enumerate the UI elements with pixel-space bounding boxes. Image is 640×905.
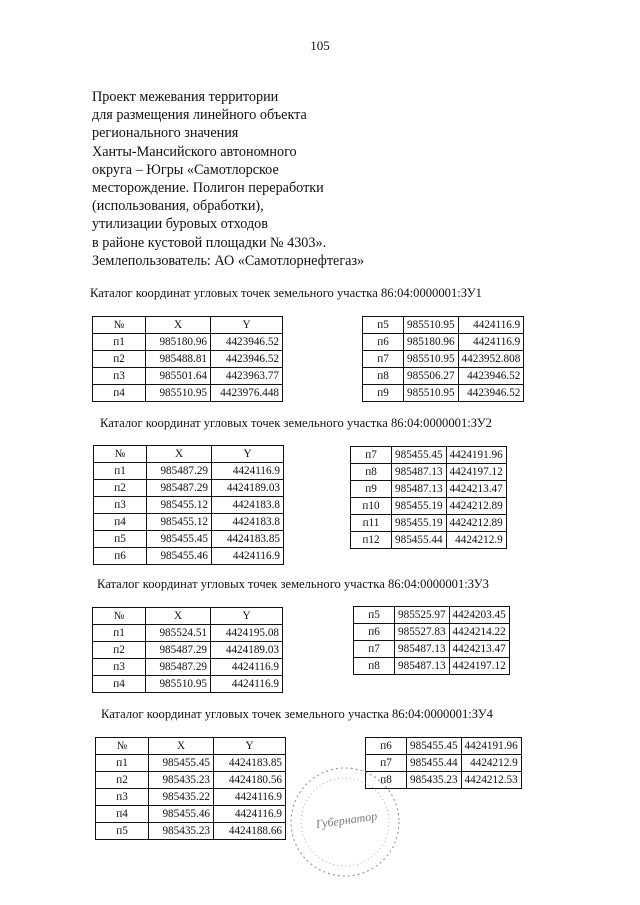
coords-table-zu4-left [95, 737, 286, 840]
y-coordinate: 4424212.89 [446, 498, 506, 515]
y-coordinate: 4424212.89 [446, 515, 506, 532]
y-coordinate: 4424191.96 [446, 447, 506, 464]
point-id: п4 [96, 806, 149, 823]
x-coordinate: 985487.29 [147, 480, 212, 497]
catalog-title-zu3: Каталог координат угловых точек земельного участка 86:04:0000001:ЗУ3 [97, 577, 489, 591]
x-coordinate: 985524.51 [146, 625, 211, 642]
table-row [363, 385, 524, 402]
table-row [354, 607, 510, 624]
x-coordinate: 985455.44 [407, 755, 462, 772]
x-coordinate: 985435.23 [149, 823, 214, 840]
header-line: утилизации буровых отходов [92, 216, 268, 233]
y-coordinate: 4424116.9 [458, 317, 524, 334]
x-coordinate: 985455.19 [392, 515, 447, 532]
point-id: п7 [351, 447, 392, 464]
point-id: п2 [94, 480, 147, 497]
table-row [363, 317, 524, 334]
point-id: п4 [93, 385, 146, 402]
point-id: п8 [363, 368, 404, 385]
point-id: п7 [366, 755, 407, 772]
point-id: п1 [96, 755, 149, 772]
y-coordinate: 4424203.45 [449, 607, 509, 624]
x-coordinate: 985435.23 [407, 772, 462, 789]
y-coordinate: 4424213.47 [449, 641, 509, 658]
table-row [351, 498, 507, 515]
coords-table-zu3-left [92, 607, 283, 693]
x-coordinate: 985527.83 [395, 624, 450, 641]
x-coordinate: 985510.95 [146, 676, 211, 693]
point-id: п7 [363, 351, 404, 368]
point-id: п6 [363, 334, 404, 351]
point-id: п5 [96, 823, 149, 840]
col-header-x: X [146, 317, 211, 334]
table-row [93, 659, 283, 676]
x-coordinate: 985487.29 [146, 642, 211, 659]
table-row [93, 642, 283, 659]
y-coordinate: 4424183.85 [212, 531, 284, 548]
y-coordinate: 4424116.9 [214, 789, 286, 806]
x-coordinate: 985435.22 [149, 789, 214, 806]
point-id: п2 [93, 351, 146, 368]
point-id: п2 [93, 642, 146, 659]
x-coordinate: 985487.29 [147, 463, 212, 480]
catalog-title-zu4: Каталог координат угловых точек земельного участка 86:04:0000001:ЗУ4 [101, 707, 493, 721]
table-header-row [96, 738, 286, 755]
header-line: (использования, обработки), [92, 198, 264, 215]
y-coordinate: 4424183.8 [212, 497, 284, 514]
table-row [96, 806, 286, 823]
x-coordinate: 985510.95 [404, 317, 459, 334]
col-header-y: Y [211, 608, 283, 625]
table-row [93, 368, 283, 385]
table-row [93, 351, 283, 368]
y-coordinate: 4424183.85 [214, 755, 286, 772]
x-coordinate: 985455.46 [149, 806, 214, 823]
x-coordinate: 985455.45 [149, 755, 214, 772]
point-id: п5 [94, 531, 147, 548]
x-coordinate: 985455.19 [392, 498, 447, 515]
point-id: п1 [94, 463, 147, 480]
catalog-title-zu1: Каталог координат угловых точек земельного участка 86:04:0000001:ЗУ1 [90, 286, 482, 300]
table-row [94, 531, 284, 548]
coords-table-zu1-left [92, 316, 283, 402]
x-coordinate: 985506.27 [404, 368, 459, 385]
y-coordinate: 4424188.66 [214, 823, 286, 840]
y-coordinate: 4424197.12 [446, 464, 506, 481]
point-id: п8 [366, 772, 407, 789]
point-id: п1 [93, 625, 146, 642]
y-coordinate: 4424212.53 [461, 772, 521, 789]
table-row [94, 514, 284, 531]
col-header-y: Y [211, 317, 283, 334]
table-row [94, 497, 284, 514]
y-coordinate: 4423946.52 [458, 385, 524, 402]
point-id: п6 [354, 624, 395, 641]
header-line: для размещения линейного объекта [92, 107, 307, 124]
x-coordinate: 985487.29 [146, 659, 211, 676]
header-line: округа – Югры «Самотлорское [92, 161, 279, 178]
point-id: п6 [94, 548, 147, 565]
table-row [366, 738, 522, 755]
x-coordinate: 985510.95 [146, 385, 211, 402]
coords-table-zu2-left [93, 445, 284, 565]
x-coordinate: 985487.13 [392, 481, 447, 498]
x-coordinate: 985180.96 [404, 334, 459, 351]
table-row [93, 385, 283, 402]
point-id: п3 [94, 497, 147, 514]
header-line: месторождение. Полигон переработки [92, 180, 324, 197]
y-coordinate: 4423976.448 [211, 385, 283, 402]
x-coordinate: 985455.45 [147, 531, 212, 548]
x-coordinate: 985455.44 [392, 532, 447, 549]
point-id: п3 [96, 789, 149, 806]
header-line: регионального значения [92, 125, 239, 142]
col-header-num: № [93, 317, 146, 334]
point-id: п9 [351, 481, 392, 498]
col-header-x: X [149, 738, 214, 755]
col-header-y: Y [212, 446, 284, 463]
governor-stamp [285, 762, 405, 882]
x-coordinate: 985501.64 [146, 368, 211, 385]
point-id: п11 [351, 515, 392, 532]
y-coordinate: 4424183.8 [212, 514, 284, 531]
table-row [354, 641, 510, 658]
table-row [354, 658, 510, 675]
header-line: Ханты-Мансийского автономного [92, 143, 297, 160]
point-id: п4 [94, 514, 147, 531]
x-coordinate: 985487.13 [392, 464, 447, 481]
y-coordinate: 4424116.9 [212, 463, 284, 480]
table-row [96, 823, 286, 840]
table-row [351, 481, 507, 498]
table-row [94, 548, 284, 565]
table-row [93, 676, 283, 693]
point-id: п5 [363, 317, 404, 334]
y-coordinate: 4423946.52 [458, 368, 524, 385]
point-id: п10 [351, 498, 392, 515]
point-id: п8 [351, 464, 392, 481]
y-coordinate: 4424213.47 [446, 481, 506, 498]
document-header [92, 88, 422, 270]
coords-table-zu3-right [353, 606, 510, 675]
y-coordinate: 4424180.56 [214, 772, 286, 789]
point-id: п3 [93, 659, 146, 676]
table-header-row [94, 446, 284, 463]
col-header-num: № [93, 608, 146, 625]
table-row [94, 463, 284, 480]
y-coordinate: 4424116.9 [214, 806, 286, 823]
x-coordinate: 985455.46 [147, 548, 212, 565]
x-coordinate: 985510.95 [404, 351, 459, 368]
col-header-num: № [96, 738, 149, 755]
y-coordinate: 4424214.22 [449, 624, 509, 641]
col-header-num: № [94, 446, 147, 463]
table-row [363, 334, 524, 351]
table-row [96, 789, 286, 806]
table-row [351, 447, 507, 464]
y-coordinate: 4423946.52 [211, 334, 283, 351]
y-coordinate: 4423952.808 [458, 351, 524, 368]
stamp-text: Губернатор [314, 808, 378, 832]
x-coordinate: 985435.23 [149, 772, 214, 789]
table-row [354, 624, 510, 641]
x-coordinate: 985488.81 [146, 351, 211, 368]
x-coordinate: 985525.97 [395, 607, 450, 624]
x-coordinate: 985455.45 [407, 738, 462, 755]
point-id: п1 [93, 334, 146, 351]
point-id: п9 [363, 385, 404, 402]
table-row [363, 368, 524, 385]
table-row [363, 351, 524, 368]
point-id: п4 [93, 676, 146, 693]
y-coordinate: 4424195.08 [211, 625, 283, 642]
x-coordinate: 985487.13 [395, 658, 450, 675]
table-row [93, 334, 283, 351]
col-header-y: Y [214, 738, 286, 755]
page-number: 105 [310, 38, 330, 53]
header-line: в районе кустовой площадки № 4303». [92, 234, 327, 251]
x-coordinate: 985180.96 [146, 334, 211, 351]
y-coordinate: 4424191.96 [461, 738, 521, 755]
point-id: п3 [93, 368, 146, 385]
y-coordinate: 4424212.9 [461, 755, 521, 772]
table-row [94, 480, 284, 497]
table-row [351, 464, 507, 481]
point-id: п5 [354, 607, 395, 624]
y-coordinate: 4424116.9 [458, 334, 524, 351]
col-header-x: X [146, 608, 211, 625]
x-coordinate: 985455.12 [147, 514, 212, 531]
coords-table-zu1-right [362, 316, 524, 402]
coords-table-zu2-right [350, 446, 507, 549]
header-line: Проект межевания территории [92, 89, 279, 105]
table-row [96, 772, 286, 789]
y-coordinate: 4424189.03 [212, 480, 284, 497]
point-id: п8 [354, 658, 395, 675]
point-id: п7 [354, 641, 395, 658]
y-coordinate: 4423963.77 [211, 368, 283, 385]
col-header-x: X [147, 446, 212, 463]
x-coordinate: 985455.45 [392, 447, 447, 464]
table-row [351, 532, 507, 549]
table-row [93, 625, 283, 642]
table-row [351, 515, 507, 532]
y-coordinate: 4424197.12 [449, 658, 509, 675]
header-line: Землепользователь: АО «Самотлорнефтегаз» [92, 252, 365, 269]
y-coordinate: 4424189.03 [211, 642, 283, 659]
point-id: п2 [96, 772, 149, 789]
table-header-row [93, 317, 283, 334]
y-coordinate: 4424116.9 [211, 659, 283, 676]
table-row [96, 755, 286, 772]
y-coordinate: 4424212.9 [446, 532, 506, 549]
y-coordinate: 4424116.9 [212, 548, 284, 565]
x-coordinate: 985510.95 [404, 385, 459, 402]
table-header-row [93, 608, 283, 625]
point-id: п12 [351, 532, 392, 549]
x-coordinate: 985487.13 [395, 641, 450, 658]
y-coordinate: 4423946.52 [211, 351, 283, 368]
catalog-title-zu2: Каталог координат угловых точек земельного участка 86:04:0000001:ЗУ2 [100, 416, 492, 430]
point-id: п6 [366, 738, 407, 755]
y-coordinate: 4424116.9 [211, 676, 283, 693]
x-coordinate: 985455.12 [147, 497, 212, 514]
